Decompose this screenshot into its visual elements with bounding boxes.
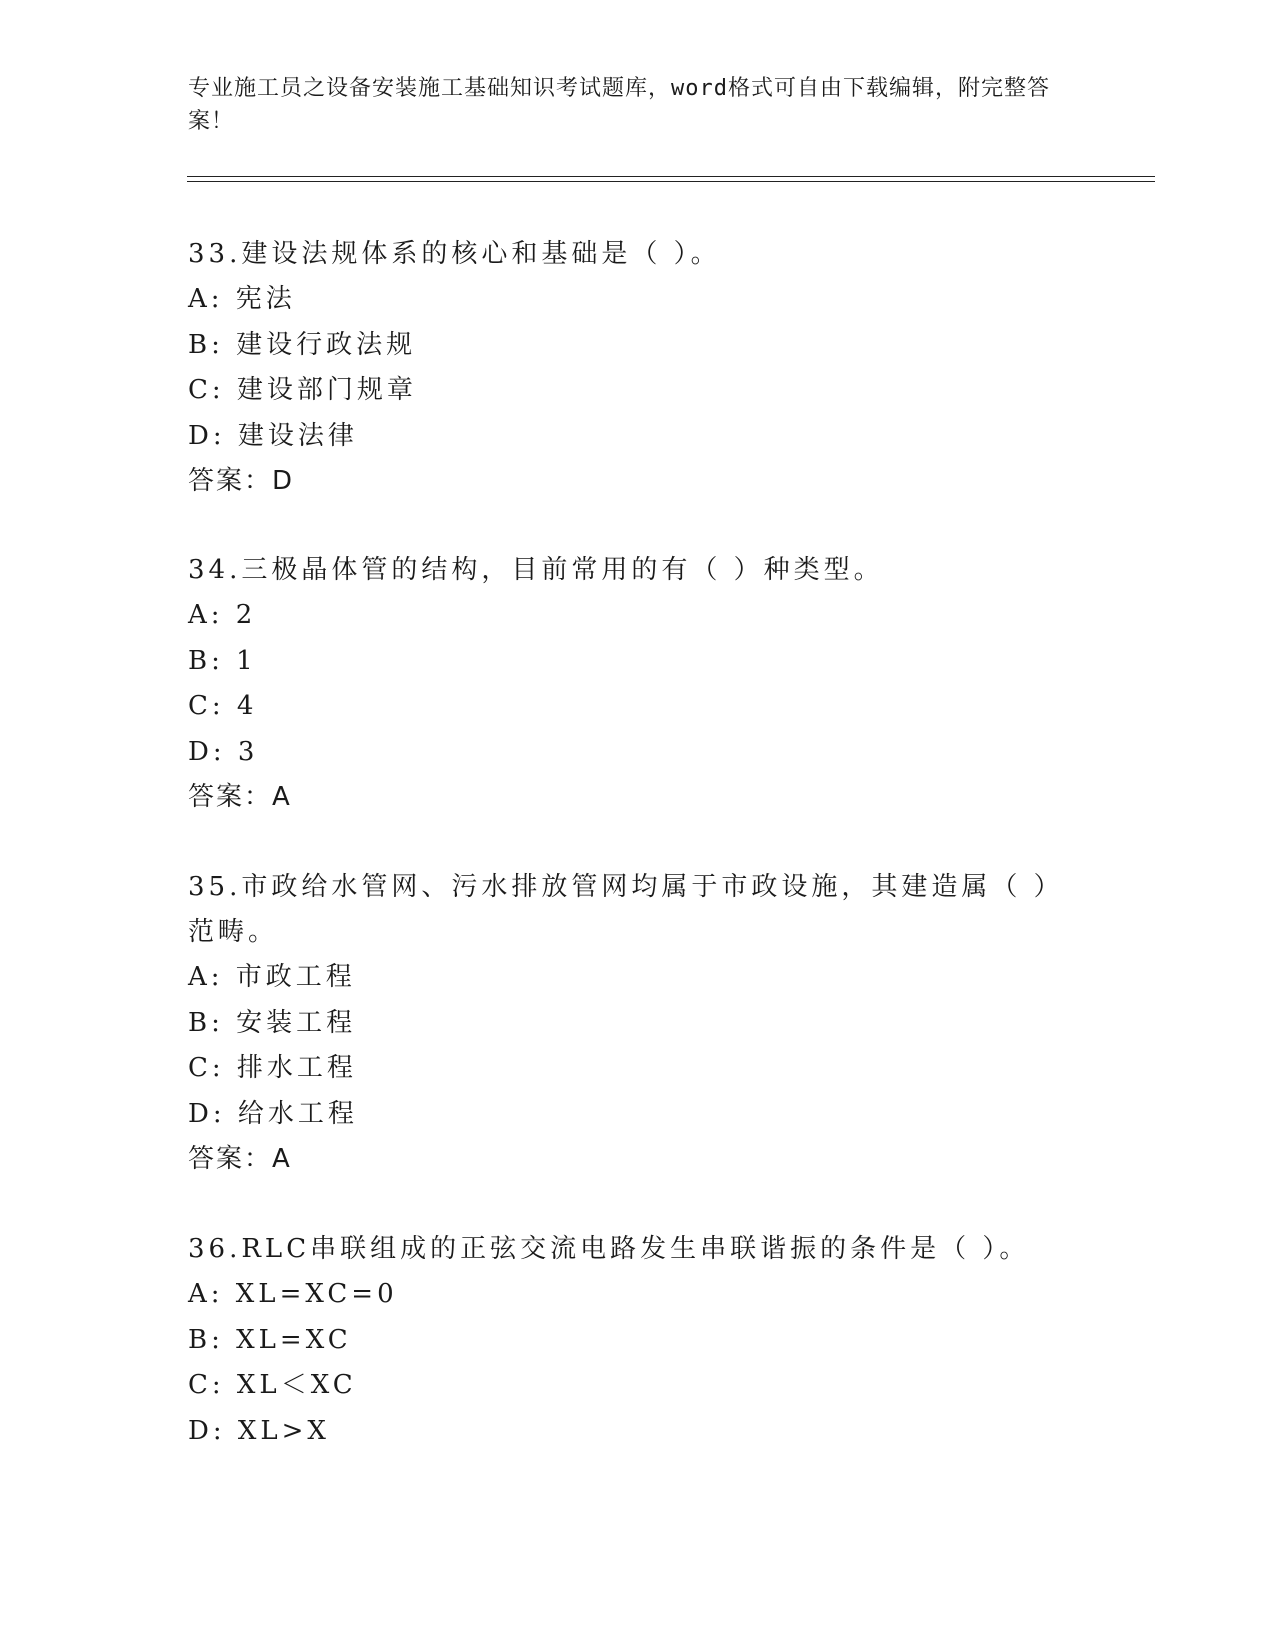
question-stem: 36.RLC串联组成的正弦交流电路发生串联谐振的条件是（ ）。 <box>188 1234 1030 1264</box>
question-stem: 34.三极晶体管的结构，目前常用的有（ ）种类型。 <box>188 555 884 585</box>
option-d: D: 建设法律 <box>188 420 358 451</box>
option-b: B: XL=XC <box>188 1324 352 1355</box>
answer: 答案：A <box>188 1144 292 1174</box>
option-b: B: 1 <box>188 645 257 676</box>
option-c: C: 4 <box>188 691 258 721</box>
header-divider-top <box>187 176 1155 177</box>
answer: 答案：A <box>188 782 292 812</box>
option-d: D: 给水工程 <box>188 1098 358 1129</box>
option-c: C: XL＜XC <box>188 1370 357 1400</box>
option-d: D: XL>X <box>188 1415 330 1446</box>
answer: 答案：D <box>188 466 295 496</box>
question-35 <box>188 865 1068 1182</box>
header-divider-bottom <box>187 181 1155 182</box>
question-33 <box>188 232 1068 504</box>
option-a: A: 市政工程 <box>188 962 356 992</box>
option-b: B: 建设行政法规 <box>188 329 417 360</box>
question-34 <box>188 548 1068 820</box>
question-36 <box>188 1227 1068 1454</box>
page-header: 专业施工员之设备安装施工基础知识考试题库，word格式可自由下载编辑，附完整答案！ <box>188 76 1050 134</box>
option-c: C: 排水工程 <box>188 1053 357 1083</box>
option-a: A: 2 <box>188 600 257 630</box>
option-a: A: 宪法 <box>188 284 296 314</box>
option-a: A: XL=XC=0 <box>188 1279 398 1309</box>
option-b: B: 安装工程 <box>188 1007 357 1038</box>
question-stem: 35.市政给水管网、污水排放管网均属于市政设施，其建造属（ ）范畴。 <box>188 872 1064 947</box>
question-stem: 33.建设法规体系的核心和基础是（ ）。 <box>188 239 721 269</box>
option-d: D: 3 <box>188 736 259 767</box>
option-c: C: 建设部门规章 <box>188 375 417 405</box>
